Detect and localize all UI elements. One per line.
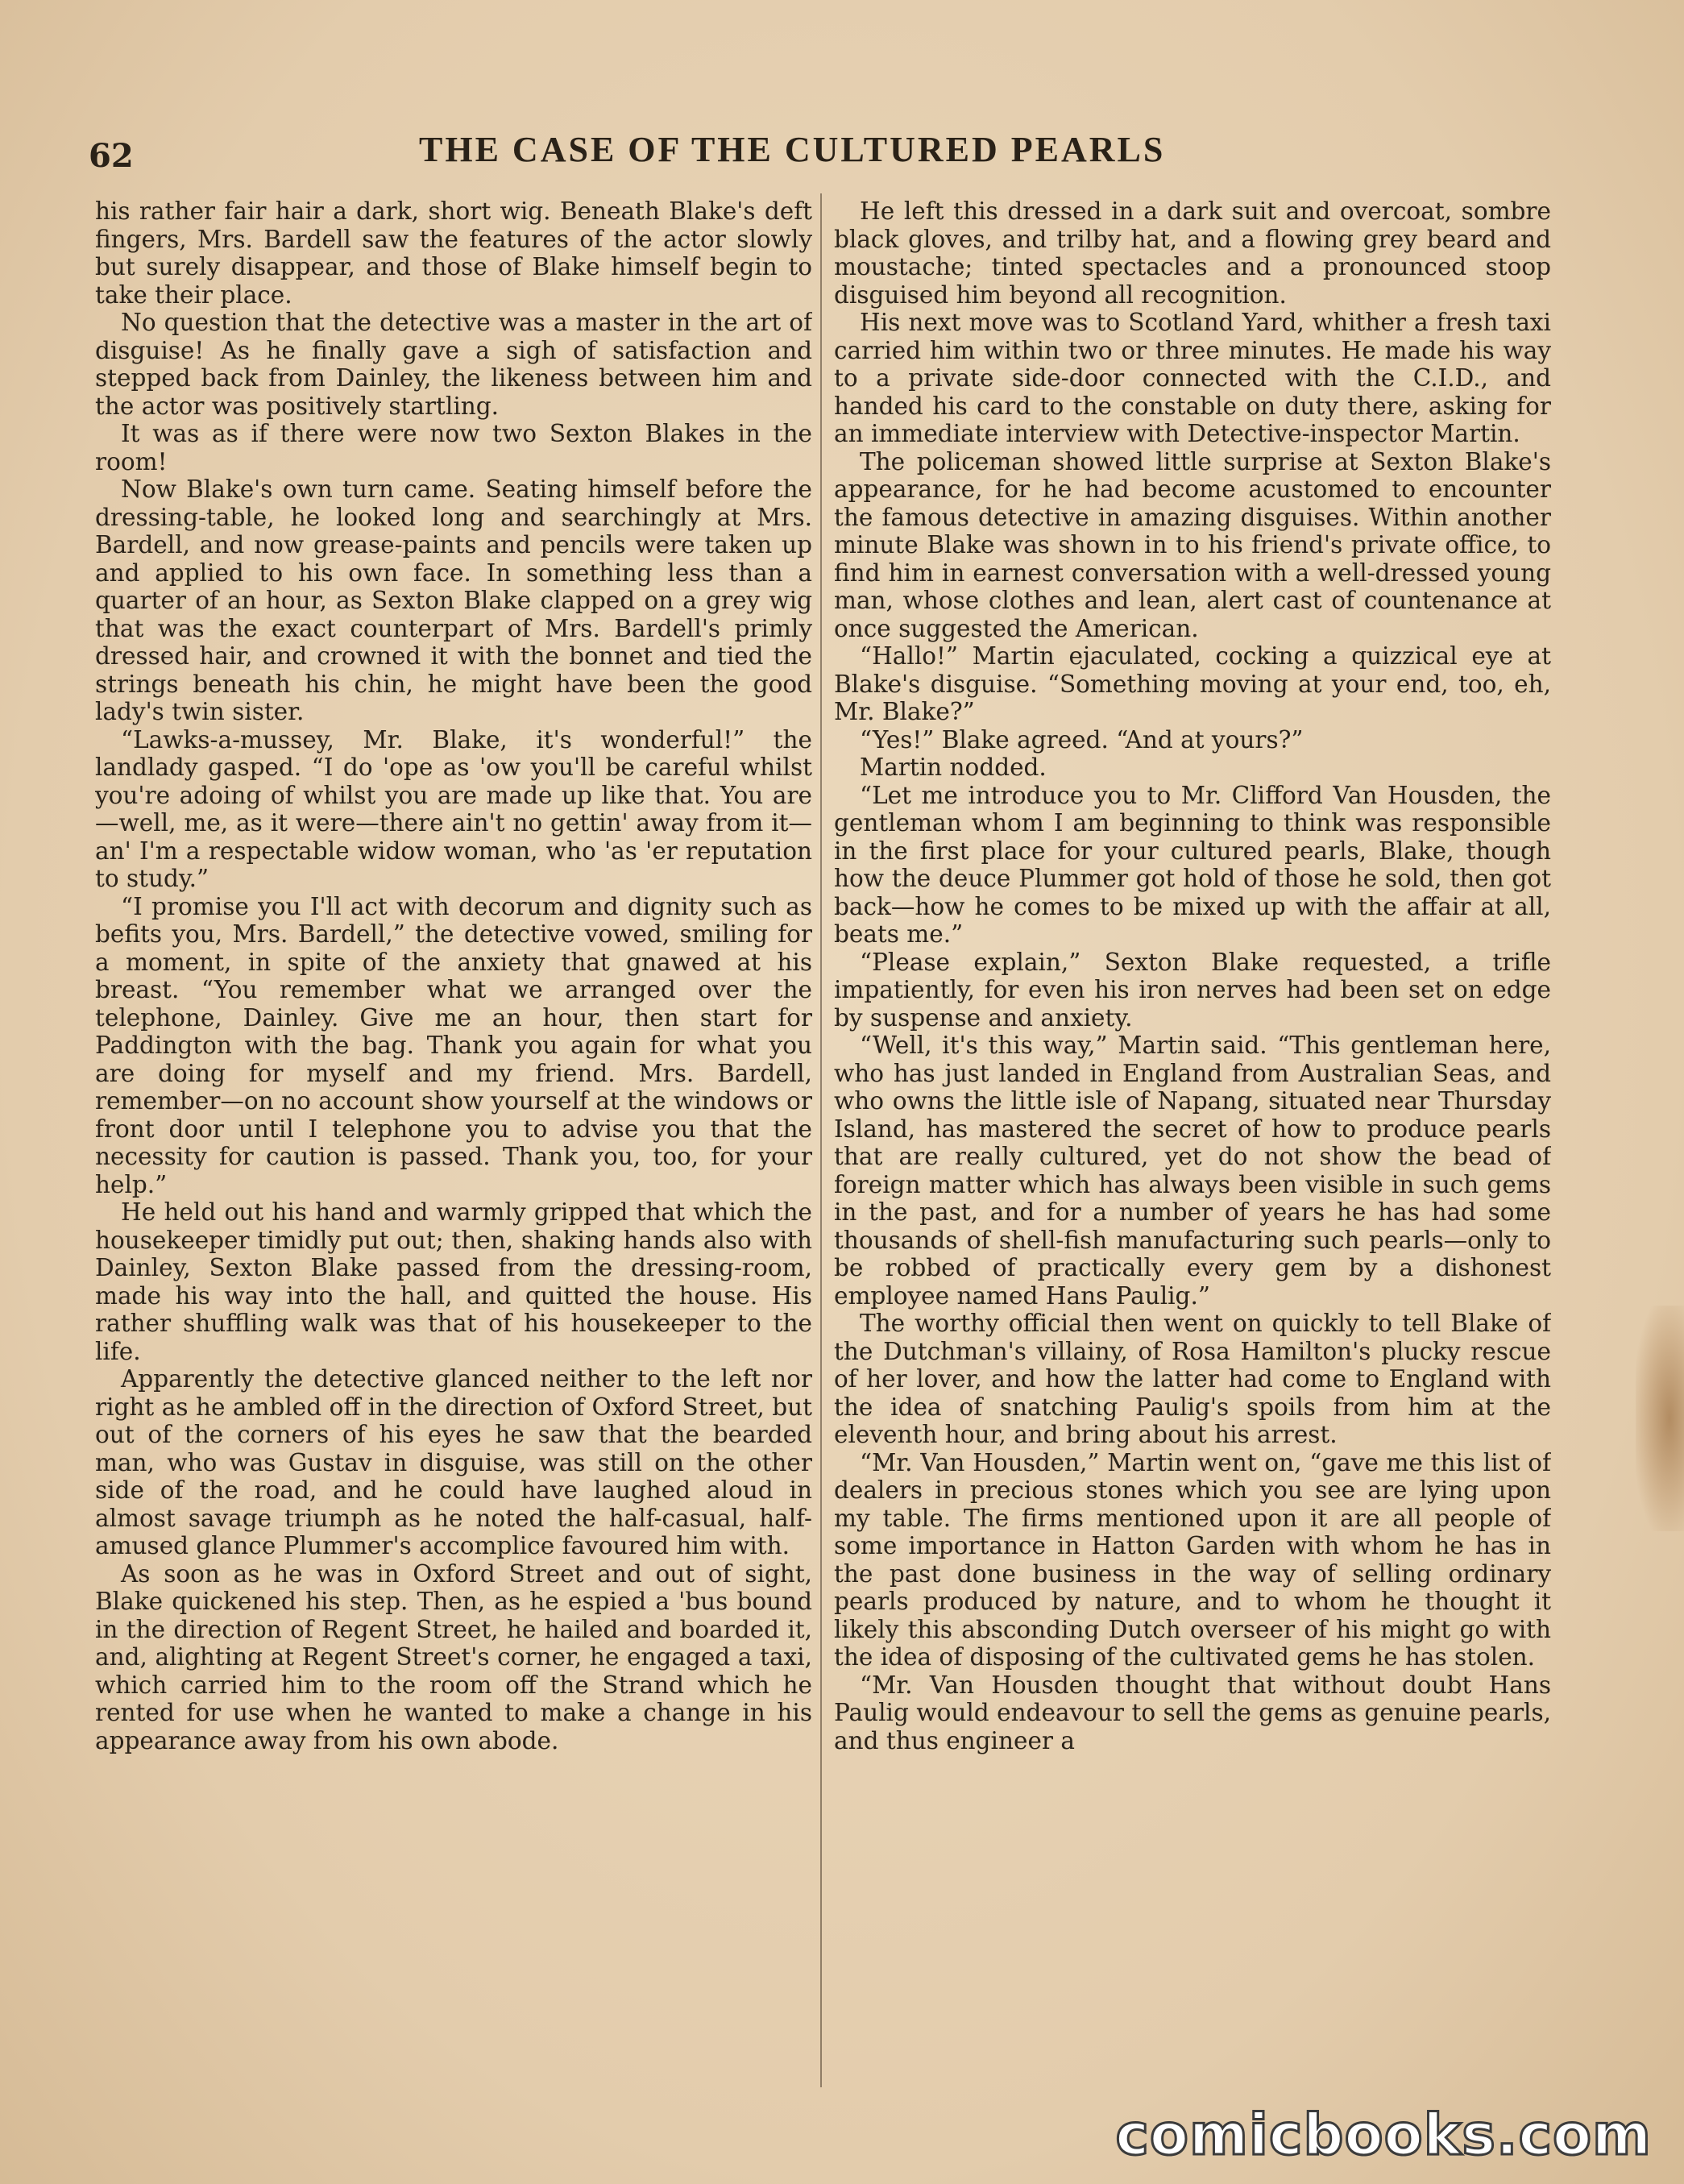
paragraph: “Please explain,” Sexton Blake requested, a trifle impatiently, for even his iron nerves had been set on edge by suspense and anxiety. (834, 948, 1551, 1032)
paragraph: “Let me introduce you to Mr. Clifford Van Housden, the gentleman whom I am beginning to think was responsible in the first place for your cultured pearls, Blake, though how the deuce Plummer got hold of those he sold, then got back—how he comes to be mixed up with the affair at all, beats me.” (834, 781, 1551, 948)
paragraph: No question that the detective was a master in the art of disguise! As he finally gave a sigh of satisfaction and stepped back from Dainley, the likeness between him and the actor was positively startling. (95, 309, 812, 420)
paragraph: The worthy official then went on quickly to tell Blake of the Dutchman's villainy, of Rosa Hamilton's plucky rescue of her lover, and how the latter had come to England with the idea of snatching Paulig's spoils from him at the eleventh hour, and bring about his arrest. (834, 1310, 1551, 1448)
paragraph: his rather fair hair a dark, short wig. Beneath Blake's deft fingers, Mrs. Bardell saw the features of the actor slowly but surely disappear, and those of Blake himself begin to take their place. (95, 197, 812, 309)
paragraph: The policeman showed little surprise at Sexton Blake's appearance, for he had become acustomed to encounter the famous detective in amazing disguises. Within another minute Blake was shown in to his friend's private office, to find him in earnest conversation with a well-dressed young man, whose clothes and lean, alert cast of countenance at once suggested the American. (834, 447, 1551, 642)
paper-stain (1636, 1306, 1684, 1531)
paragraph: “Hallo!” Martin ejaculated, cocking a quizzical eye at Blake's disguise. “Something moving at your end, too, eh, Mr. Blake?” (834, 642, 1551, 725)
paragraph: “Lawks-a-mussey, Mr. Blake, it's wonderful!” the landlady gasped. “I do 'ope as 'ow you'll be careful whilst you're adoing of whilst you are made up like that. You are—well, me, as it were—there ain't no gettin' away from it—an' I'm a respectable widow woman, who 'as 'er reputation to study.” (95, 725, 812, 892)
paragraph: “Mr. Van Housden,” Martin went on, “gave me this list of dealers in precious stones which you see are lying upon my table. The firms mentioned upon it are all people of some importance in Hatton Garden with whom he has in the past done business in the way of selling ordinary pearls produced by nature, and to whom he thought it likely this absconding Dutch overseer of his might go with the idea of disposing of the cultivated gems he has stolen. (834, 1448, 1551, 1671)
paragraph: Apparently the detective glanced neither to the left nor right as he ambled off in the direction of Oxford Street, but out of the corners of his eyes he saw that the bearded man, who was Gustav in disguise, was still on the other side of the road, and he could have laughed aloud in almost savage triumph as he noted the half-casual, half-amused glance Plummer's accomplice favoured him with. (95, 1365, 812, 1559)
paragraph: Martin nodded. (860, 754, 1047, 781)
page-header (89, 121, 1603, 177)
paragraph: “Yes!” Blake agreed. “And at yours?” (860, 725, 1304, 754)
paragraph: He held out his hand and warmly gripped that which the housekeeper timidly put out; then, shaking hands also with Dainley, Sexton Blake passed from the dressing-room, made his way into the hall, and quitted the house. His rather shuffling walk was that of his housekeeper to the life. (95, 1198, 812, 1365)
paragraph: His next move was to Scotland Yard, whither a fresh taxi carried him within two or three minutes. He made his way to a private side-door connected with the C.I.D., and handed his card to the constable on duty there, asking for an immediate interview with Detective-inspector Martin. (834, 309, 1551, 447)
paragraph: “Well, it's this way,” Martin said. “This gentleman here, who has just landed in England from Australian Seas, and who owns the little isle of Napang, situated near Thursday Island, has mastered the secret of how to produce pearls that are really cultured, yet do not show the bead of foreign matter which has always been visible in such gems in the past, and for a number of years he has had some thousands of shell-fish manufacturing such pearls—only to be robbed of practically every gem by a dishonest employee named Hans Paulig.” (834, 1032, 1551, 1310)
paragraph: He left this dressed in a dark suit and overcoat, sombre black gloves, and trilby hat, and a flowing grey beard and moustache; tinted spectacles and a pronounced stoop disguised him beyond all recognition. (834, 197, 1551, 309)
right-column (834, 197, 1551, 2107)
paragraph: “Mr. Van Housden thought that without doubt Hans Paulig would endeavour to sell the gems as genuine pearls, and thus engineer a (834, 1671, 1551, 1754)
paragraph: Now Blake's own turn came. Seating himself before the dressing-table, he looked long and searchingly at Mrs. Bardell, and now grease-paints and pencils were taken up and applied to his own face. In something less than a quarter of an hour, as Sexton Blake clapped on a grey wig that was the exact counterpart of Mrs. Bardell's primly dressed hair, and crowned it with the bonnet and tied the strings beneath his chin, he might have been the good lady's twin sister. (95, 475, 812, 725)
watermark: comicbooks.com (1115, 2102, 1652, 2168)
paragraph: As soon as he was in Oxford Street and out of sight, Blake quickened his step. Then, as he espied a 'bus bound in the direction of Regent Street, he hailed and boarded it, and, alighting at Regent Street's corner, he engaged a taxi, which carried him to the room off the Strand which he rented for use when he wanted to make a change in his appearance away from his own abode. (95, 1559, 812, 1754)
page-number: 62 (89, 137, 134, 175)
column-divider (820, 193, 822, 2087)
paragraph: “I promise you I'll act with decorum and dignity such as befits you, Mrs. Bardell,” the detective vowed, smiling for a moment, in spite of the anxiety that gnawed at his breast. “You remember what we arranged over the telephone, Dainley. Give me an hour, then start for Paddington with the bag. Thank you again for what you are doing for myself and my friend. Mrs. Bardell, remember—on no account show yourself at the windows or front door until I telephone you to advise you that the necessity for caution is passed. Thank you, too, for your help.” (95, 892, 812, 1198)
paragraph: It was as if there were now two Sexton Blakes in the room! (95, 420, 812, 475)
left-column (95, 197, 812, 2107)
running-title: THE CASE OF THE CULTURED PEARLS (419, 130, 1166, 169)
